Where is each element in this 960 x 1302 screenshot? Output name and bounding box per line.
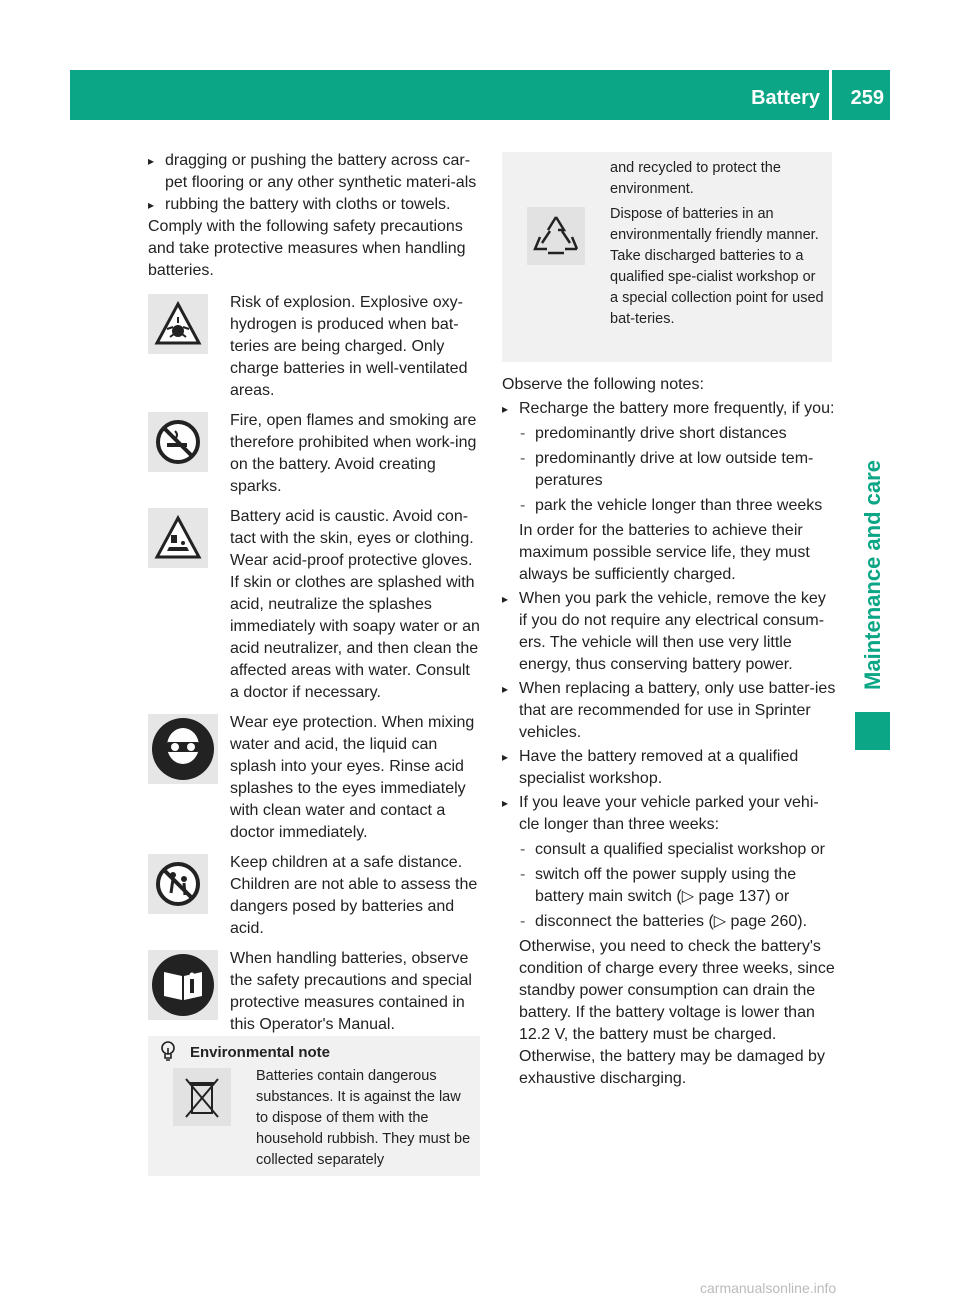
footer-watermark: carmanualsonline.info: [700, 1280, 837, 1296]
warning-text: Keep children at a safe distance. Children are not able to assess the dangers posed by batteries and acid.: [230, 854, 478, 937]
sub-list-item: - park the vehicle longer than three weeks: [502, 495, 837, 517]
read-manual-icon: [148, 950, 218, 1020]
list-item-note: In order for the batteries to achieve their maximum possible service life, they must always be sufficiently charged.: [519, 522, 810, 583]
page-header: [70, 70, 890, 120]
chapter-side-tab: [855, 410, 890, 740]
warning-text: Fire, open flames and smoking are therefore prohibited when work-ing on the battery. Avoid creating sparks.: [230, 412, 477, 495]
recycle-icon: [527, 207, 585, 265]
list-item: ▸ When you park the vehicle, remove the key if you do not require any electrical consum-ers. The vehicle will then use very little energy, thus conserving battery power.: [502, 588, 837, 676]
crossed-bin-icon: [173, 1068, 231, 1126]
warning-block: [148, 292, 483, 402]
sub-list-item: - consult a qualified specialist workshop or: [502, 839, 837, 861]
sub-list-item: - predominantly drive short distances: [502, 423, 837, 445]
environmental-note-box: [148, 1036, 480, 1176]
sub-list-item: - disconnect the batteries (▷ page 260).: [502, 911, 837, 933]
observe-intro: Observe the following notes:: [502, 376, 704, 393]
list-item: ▸ Have the battery removed at a qualified specialist workshop.: [502, 746, 837, 790]
page-number: 259: [850, 87, 884, 109]
environmental-note-heading: Environmental note: [190, 1044, 331, 1061]
right-column: [502, 374, 837, 1090]
warning-text: Risk of explosion. Explosive oxy-hydrogen is produced when bat-teries are being charged. Only charge batteries in well-ventilated areas.: [230, 294, 468, 399]
intro-paragraph: Comply with the following safety precautions and take protective measures when handling batteries.: [148, 218, 466, 279]
warning-block: [148, 852, 483, 940]
list-item-note: Otherwise, you need to check the battery's condition of charge every three weeks, since standby power consumption can drain the battery. If the battery voltage is lower than 12.2 V, the battery must be charged. Otherwise, the battery may be damaged by exhaustive discharging.: [519, 938, 835, 1087]
keep-children-away-icon: [148, 854, 208, 914]
lightbulb-icon: [158, 1040, 178, 1069]
left-column: [148, 150, 483, 1036]
warning-text: Battery acid is caustic. Avoid con-tact with the skin, eyes or clothing. Wear acid-proof protective gloves. If skin or clothes are splashed with acid, neutralize the splashes immediately with soapy water or an acid neutralizer, and then clean the affected areas with water. Consult a doctor if necessary.: [230, 508, 480, 701]
environmental-note-text: Dispose of batteries in an environmentally friendly manner. Take discharged batteries to a qualified spe-cialist workshop or a special collection point for used bat-teries.: [610, 206, 824, 327]
section-title: Battery: [751, 87, 820, 109]
environmental-note-text: Batteries contain dangerous substances. It is against the law to dispose of them with the household rubbish. They must be collected separately: [256, 1068, 471, 1168]
list-item: ▸ Recharge the battery more frequently, if you:: [502, 398, 837, 420]
warning-block: [148, 506, 483, 704]
chapter-marker: [855, 712, 890, 750]
eye-protection-icon: [148, 714, 218, 784]
warning-text: Wear eye protection. When mixing water and acid, the liquid can splash into your eyes. Rinse acid splashes to the eyes immediately with clean water and contact a doctor immediately.: [230, 714, 475, 841]
no-fire-smoking-icon: [148, 412, 208, 472]
sub-list-item: - predominantly drive at low outside tem-peratures: [502, 448, 837, 492]
environmental-note-continuation: [502, 152, 832, 362]
warning-block: [148, 410, 483, 498]
warning-text: When handling batteries, observe the safety precautions and special protective measures contained in this Operator's Manual.: [230, 950, 472, 1033]
explosion-warning-icon: [148, 294, 208, 354]
warning-block: [148, 712, 483, 844]
corrosive-warning-icon: [148, 508, 208, 568]
list-item: ▸ If you leave your vehicle parked your vehi-cle longer than three weeks:: [502, 792, 837, 836]
header-divider: [829, 70, 832, 120]
list-item: ▸ dragging or pushing the battery across car-pet flooring or any other synthetic materi-als: [148, 150, 483, 194]
chapter-label: Maintenance and care: [860, 460, 885, 690]
list-item: ▸ When replacing a battery, only use batter-ies that are recommended for use in Sprinter vehicles.: [502, 678, 837, 744]
warning-block: [148, 948, 483, 1036]
sub-list-item: - switch off the power supply using the battery main switch (▷ page 137) or: [502, 864, 837, 908]
list-item: ▸ rubbing the battery with cloths or towels.: [148, 194, 483, 216]
environmental-note-text: and recycled to protect the environment.: [610, 160, 781, 197]
